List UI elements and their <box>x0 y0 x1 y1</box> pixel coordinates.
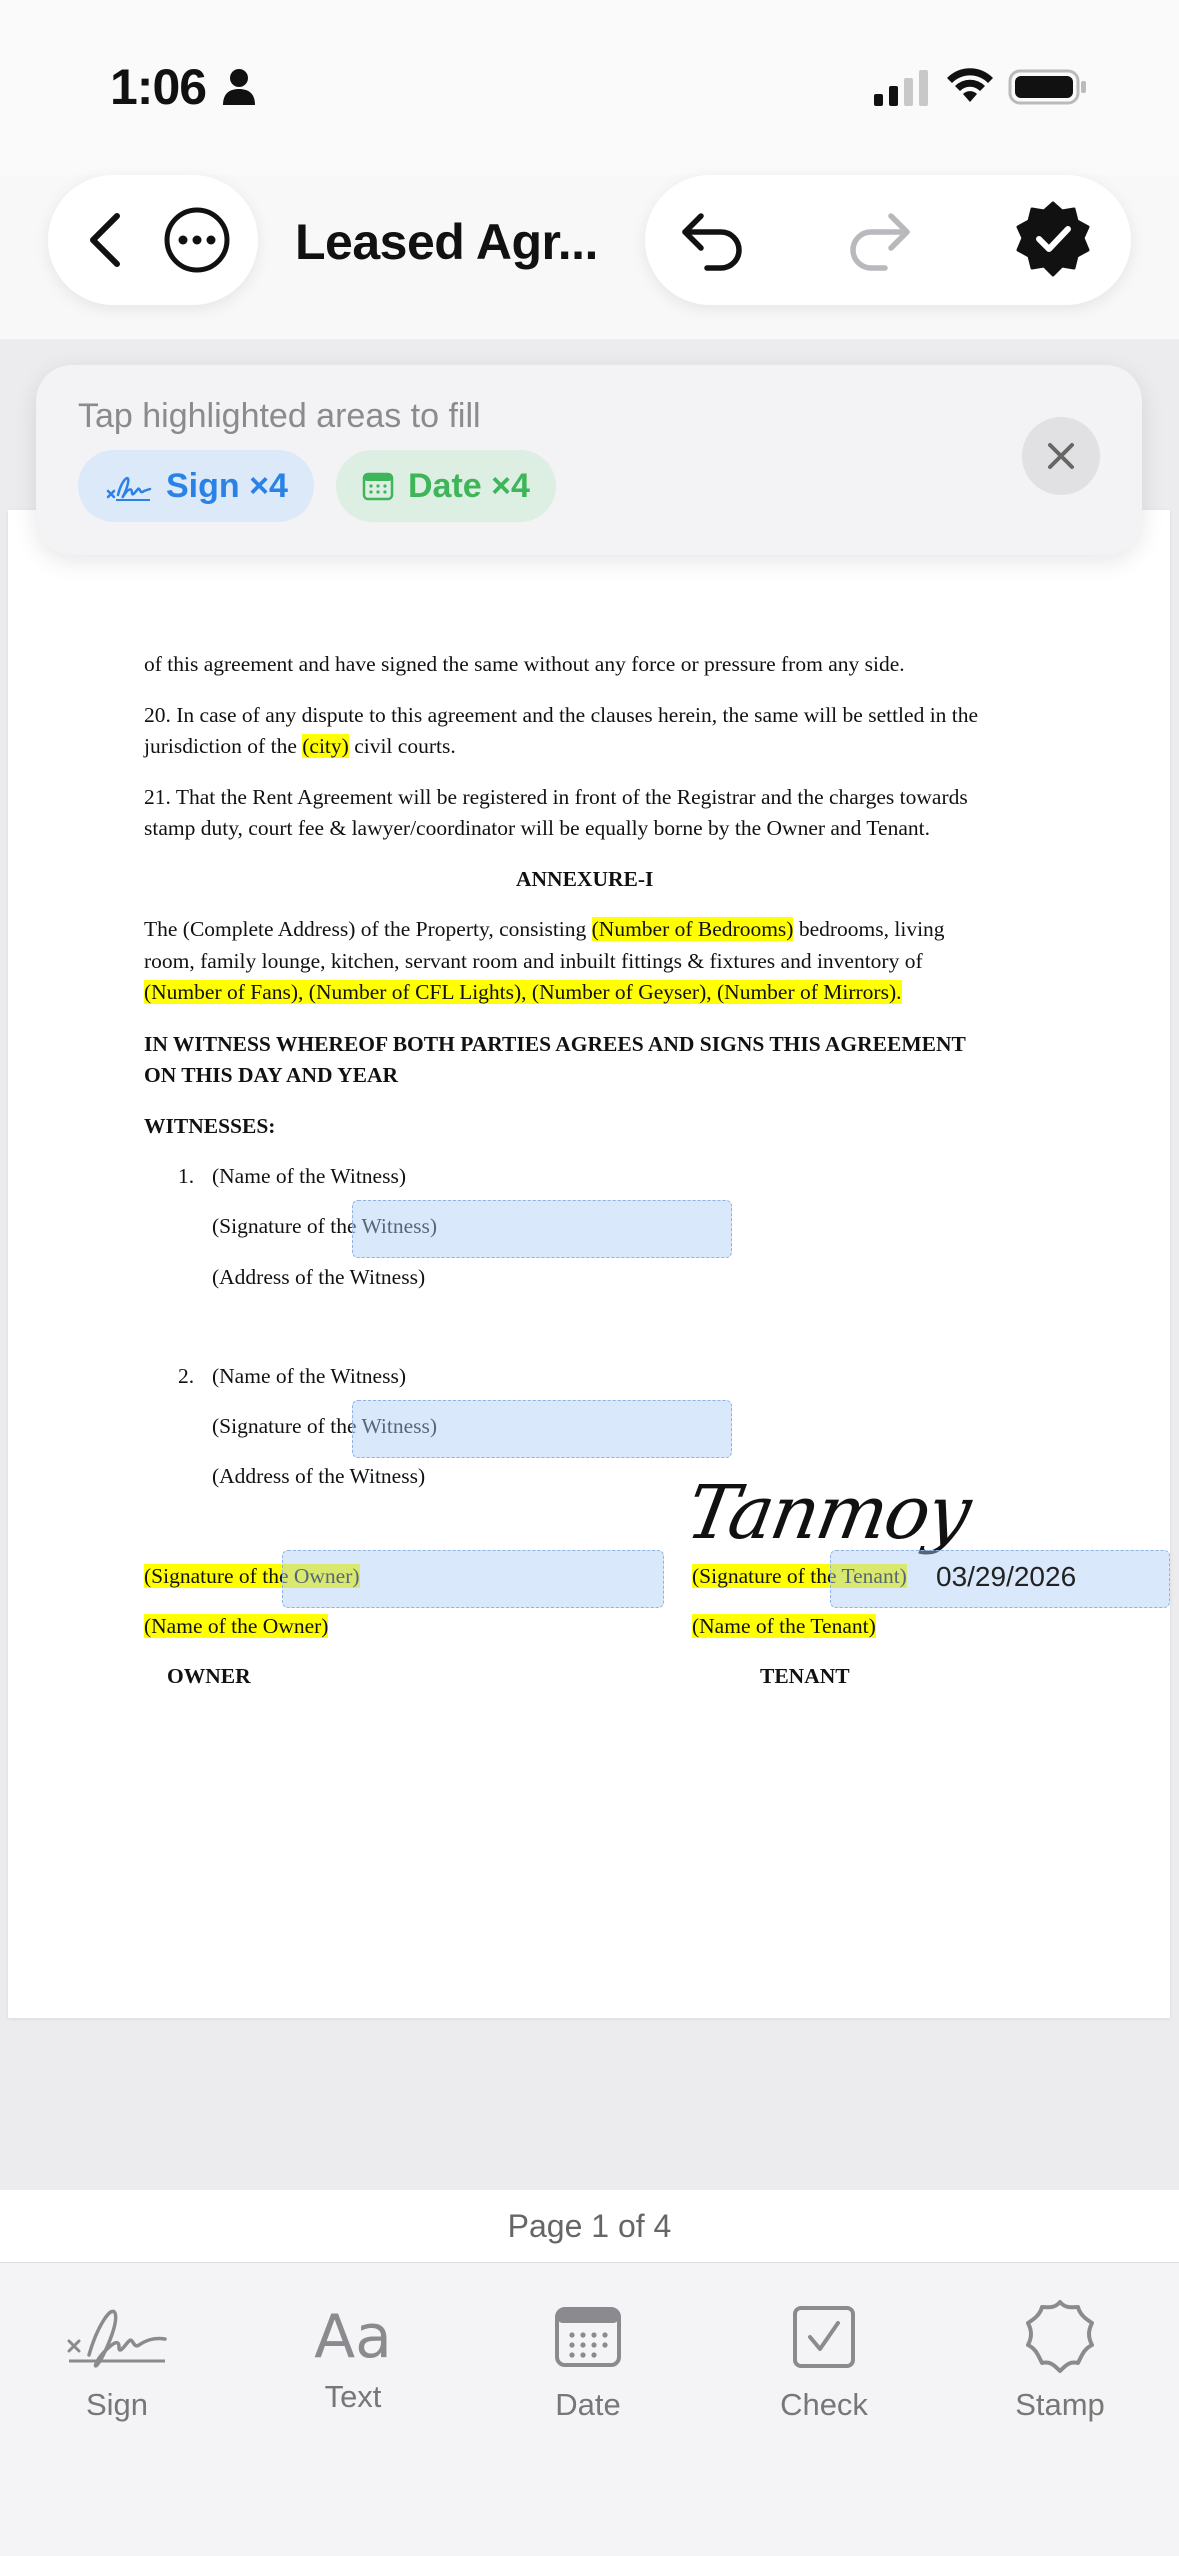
clause-20-line1: 20. In case of any dispute to this agreement and the clauses herein, the same will be settled in the <box>144 703 979 727</box>
witness-2-number: 2. <box>178 1364 195 1388</box>
done-button[interactable] <box>1010 197 1096 283</box>
clause-20-text: jurisdiction of the <box>144 734 303 758</box>
date-fields-chip[interactable] <box>336 450 556 522</box>
check-icon <box>792 2305 856 2369</box>
tenant-name-placeholder[interactable]: (Name of the Tenant) <box>692 1614 876 1638</box>
owner-signature-field[interactable] <box>282 1550 664 1608</box>
page-indicator-text: Page 1 of 4 <box>507 2207 672 2244</box>
bedrooms-placeholder[interactable]: (Number of Bedrooms) <box>591 917 794 941</box>
calendar-icon <box>362 471 394 501</box>
tenant-signature-placeholder: (Signature of the Tenant) <box>692 1564 907 1588</box>
clause-20-line2 <box>144 730 456 762</box>
undo-button[interactable] <box>675 203 749 277</box>
owner-label: OWNER <box>167 1664 251 1688</box>
witness-1-name: (Name of the Witness) <box>212 1164 406 1188</box>
redo-icon <box>845 208 915 272</box>
witness-1-signature-label: (Signature of the Witness) <box>212 1214 438 1238</box>
nav-right-group <box>645 175 1131 305</box>
inventory-placeholder[interactable]: (Number of Fans), (Number of CFL Lights), (Number of Geyser), (Number of Mirrors). <box>144 980 902 1004</box>
document-title[interactable]: Leased Agr... <box>295 214 598 270</box>
witness-heading-line2: ON THIS DAY AND YEAR <box>144 1063 399 1087</box>
witness-2-signature-field[interactable] <box>352 1400 732 1458</box>
annexure-line2: room, family lounge, kitchen, servant room and inbuilt fittings & fixtures and inventory of <box>144 949 923 973</box>
text-icon: Aa <box>314 2302 392 2372</box>
annexure-text-end: bedrooms, living <box>793 917 945 941</box>
date-tool[interactable] <box>513 2295 663 2435</box>
document-viewport[interactable] <box>0 340 1179 2190</box>
more-button[interactable] <box>160 203 234 277</box>
annexure-line3 <box>144 976 902 1008</box>
tenant-name-label <box>692 1610 876 1642</box>
annexure-line1 <box>144 913 945 945</box>
witness-2-name: (Name of the Witness) <box>212 1364 406 1388</box>
owner-name-placeholder[interactable]: (Name of the Owner) <box>144 1614 329 1638</box>
annexure-heading: ANNEXURE-I <box>516 867 654 891</box>
witness-2-signature-label: (Signature of the Witness) <box>212 1414 438 1438</box>
status-time: 1:06 <box>110 59 207 115</box>
bottom-toolbar <box>0 2262 1179 2556</box>
calendar-icon <box>554 2305 622 2369</box>
battery-icon <box>1008 67 1088 107</box>
check-tool-label: Check <box>780 2387 868 2422</box>
clause-intro-text: of this agreement and have signed the same without any force or pressure from any side. <box>144 652 905 676</box>
witness-2-address: (Address of the Witness) <box>212 1464 426 1488</box>
undo-icon <box>677 208 747 272</box>
done-badge-icon <box>1013 200 1093 280</box>
owner-signature-placeholder: (Signature of the Owner) <box>144 1564 360 1588</box>
signal-icon <box>874 68 930 108</box>
stamp-tool-label: Stamp <box>1015 2387 1105 2422</box>
stamp-icon <box>1020 2297 1100 2377</box>
fill-hint-banner <box>36 365 1142 555</box>
sign-tool[interactable] <box>42 2295 192 2435</box>
annexure-text: The (Complete Address) of the Property, consisting <box>144 917 592 941</box>
nav-left-group <box>48 175 258 305</box>
more-icon <box>162 205 232 275</box>
date-tool-label: Date <box>555 2387 621 2422</box>
hint-text: Tap highlighted areas to fill <box>78 397 481 435</box>
sign-chip-label: Sign ×4 <box>166 466 288 505</box>
tenant-signature-image[interactable]: Tanmoy <box>680 1470 976 1556</box>
stamp-tool[interactable] <box>985 2295 1135 2435</box>
witnesses-label: WITNESSES: <box>144 1114 276 1138</box>
clause-21-line2: stamp duty, court fee & lawyer/coordinator will be equally borne by the Owner and Tenant. <box>144 816 930 840</box>
witness-1-signature-field[interactable] <box>352 1200 732 1258</box>
clause-21-line1: 21. That the Rent Agreement will be registered in front of the Registrar and the charges towards <box>144 785 968 809</box>
redo-button[interactable] <box>843 203 917 277</box>
sign-fields-chip[interactable] <box>78 450 314 522</box>
text-tool[interactable] <box>278 2295 428 2435</box>
check-tool[interactable] <box>749 2295 899 2435</box>
date-chip-label: Date ×4 <box>408 466 530 505</box>
witness-1-address: (Address of the Witness) <box>212 1265 426 1289</box>
status-bar <box>0 0 1179 175</box>
witness-1-number: 1. <box>178 1164 195 1188</box>
witness-heading-line1: IN WITNESS WHEREOF BOTH PARTIES AGREES AND SIGNS THIS AGREEMENT <box>144 1032 966 1056</box>
back-button[interactable] <box>70 205 140 275</box>
tenant-label: TENANT <box>760 1664 850 1688</box>
wifi-icon <box>945 66 995 106</box>
text-tool-label: Text <box>324 2379 382 2414</box>
page-indicator <box>0 2190 1179 2262</box>
close-icon <box>1046 441 1076 471</box>
tenant-date-value[interactable]: 03/29/2026 <box>936 1561 1077 1592</box>
city-placeholder[interactable]: (city) <box>302 734 349 758</box>
banner-close-button[interactable] <box>1022 417 1100 495</box>
clause-20-text-end: civil courts. <box>348 734 456 758</box>
owner-name-label <box>144 1610 328 1642</box>
person-icon <box>222 68 256 106</box>
back-icon <box>83 210 127 270</box>
signature-icon <box>104 469 152 503</box>
sign-tool-label: Sign <box>85 2387 149 2422</box>
nav-bar <box>0 175 1179 340</box>
signature-icon <box>67 2299 167 2375</box>
